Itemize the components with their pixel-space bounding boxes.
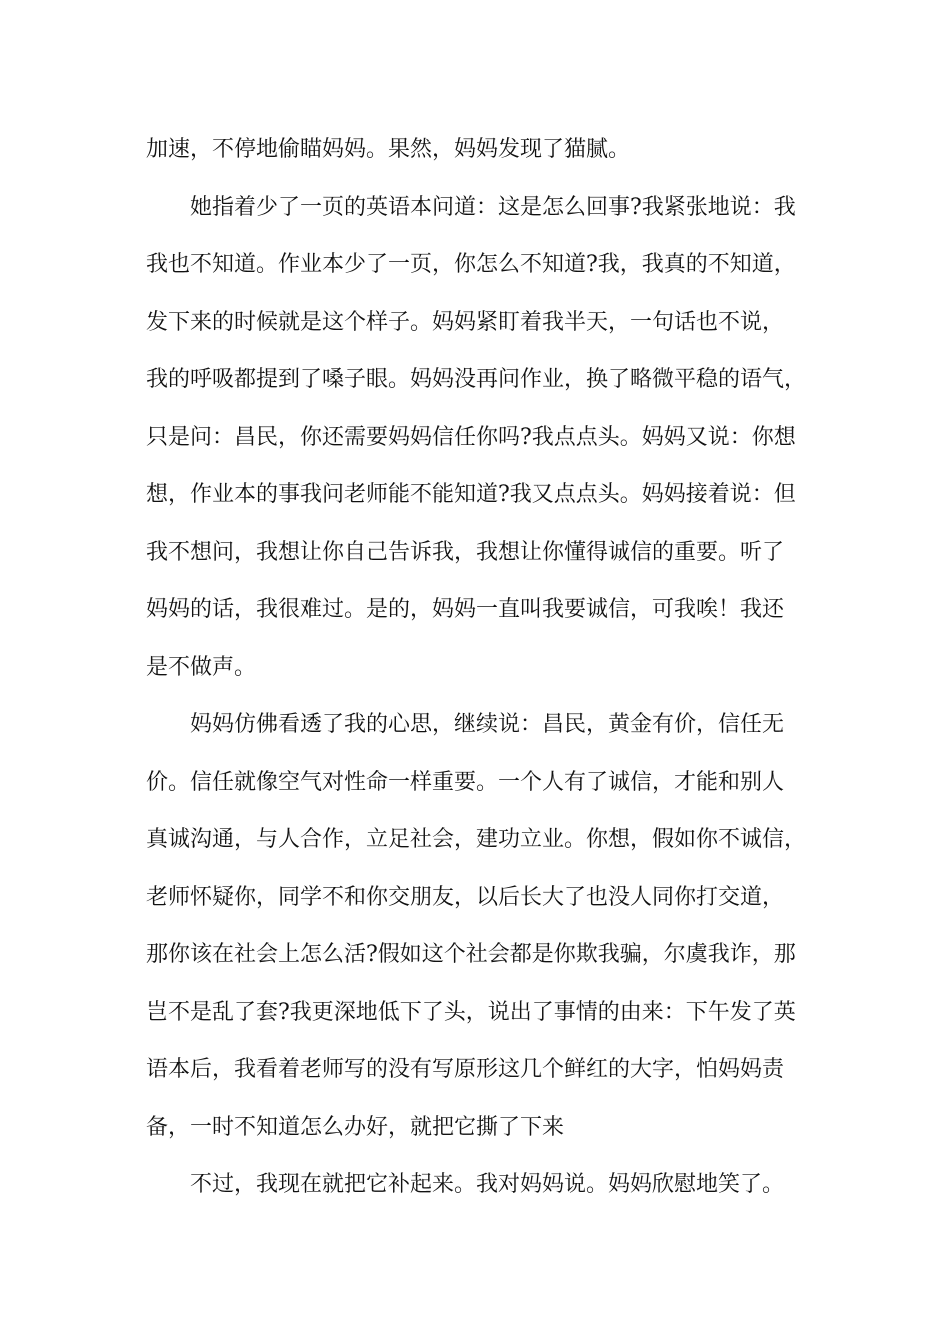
text-line: 加速，不停地偷瞄妈妈。果然，妈妈发现了猫腻。 [146,137,631,162]
text-line: 妈妈仿佛看透了我的心思，继续说：昌民，黄金有价，信任无 [190,712,785,737]
text-line: 我不想问，我想让你自己告诉我，我想让你懂得诚信的重要。听了 [146,539,785,565]
text-line: 妈妈的话，我很难过。是的，妈妈一直叫我要诚信，可我唉！我还 [146,597,785,622]
text-line: 备，一时不知道怎么办好，就把它撕了下来 [146,1114,565,1140]
text-line: 不过，我现在就把它补起来。我对妈妈说。妈妈欣慰地笑了。 [190,1172,785,1197]
text-line: 是不做声。 [146,654,257,680]
text-line: 那你该在社会上怎么活?假如这个社会都是你欺我骗，尔虞我诈，那 [146,942,796,967]
text-line: 价。信任就像空气对性命一样重要。一个人有了诚信，才能和别人 [146,769,785,795]
text-line: 我的呼吸都提到了嗓子眼。妈妈没再问作业，换了略微平稳的语气， [146,367,807,392]
text-line: 我也不知道。作业本少了一页，你怎么不知道?我，我真的不知道， [146,252,796,277]
text-line: 真诚沟通，与人合作，立足社会，建功立业。你想，假如你不诚信， [146,827,807,852]
text-line: 语本后，我看着老师写的没有写原形这几个鲜红的大字，怕妈妈责 [146,1057,785,1082]
text-line: 老师怀疑你，同学不和你交朋友，以后长大了也没人同你打交道， [146,884,785,910]
document-body [146,128,826,1221]
text-line: 岂不是乱了套?我更深地低下了头，说出了事情的由来：下午发了英 [146,999,796,1025]
text-line: 想，作业本的事我问老师能不能知道?我又点点头。妈妈接着说：但 [146,482,796,507]
text-line: 只是问：昌民，你还需要妈妈信任你吗?我点点头。妈妈又说：你想 [146,424,796,450]
text-line: 她指着少了一页的英语本问道：这是怎么回事?我紧张地说：我 [190,194,796,220]
text-line: 发下来的时候就是这个样子。妈妈紧盯着我半天，一句话也不说， [146,309,785,335]
